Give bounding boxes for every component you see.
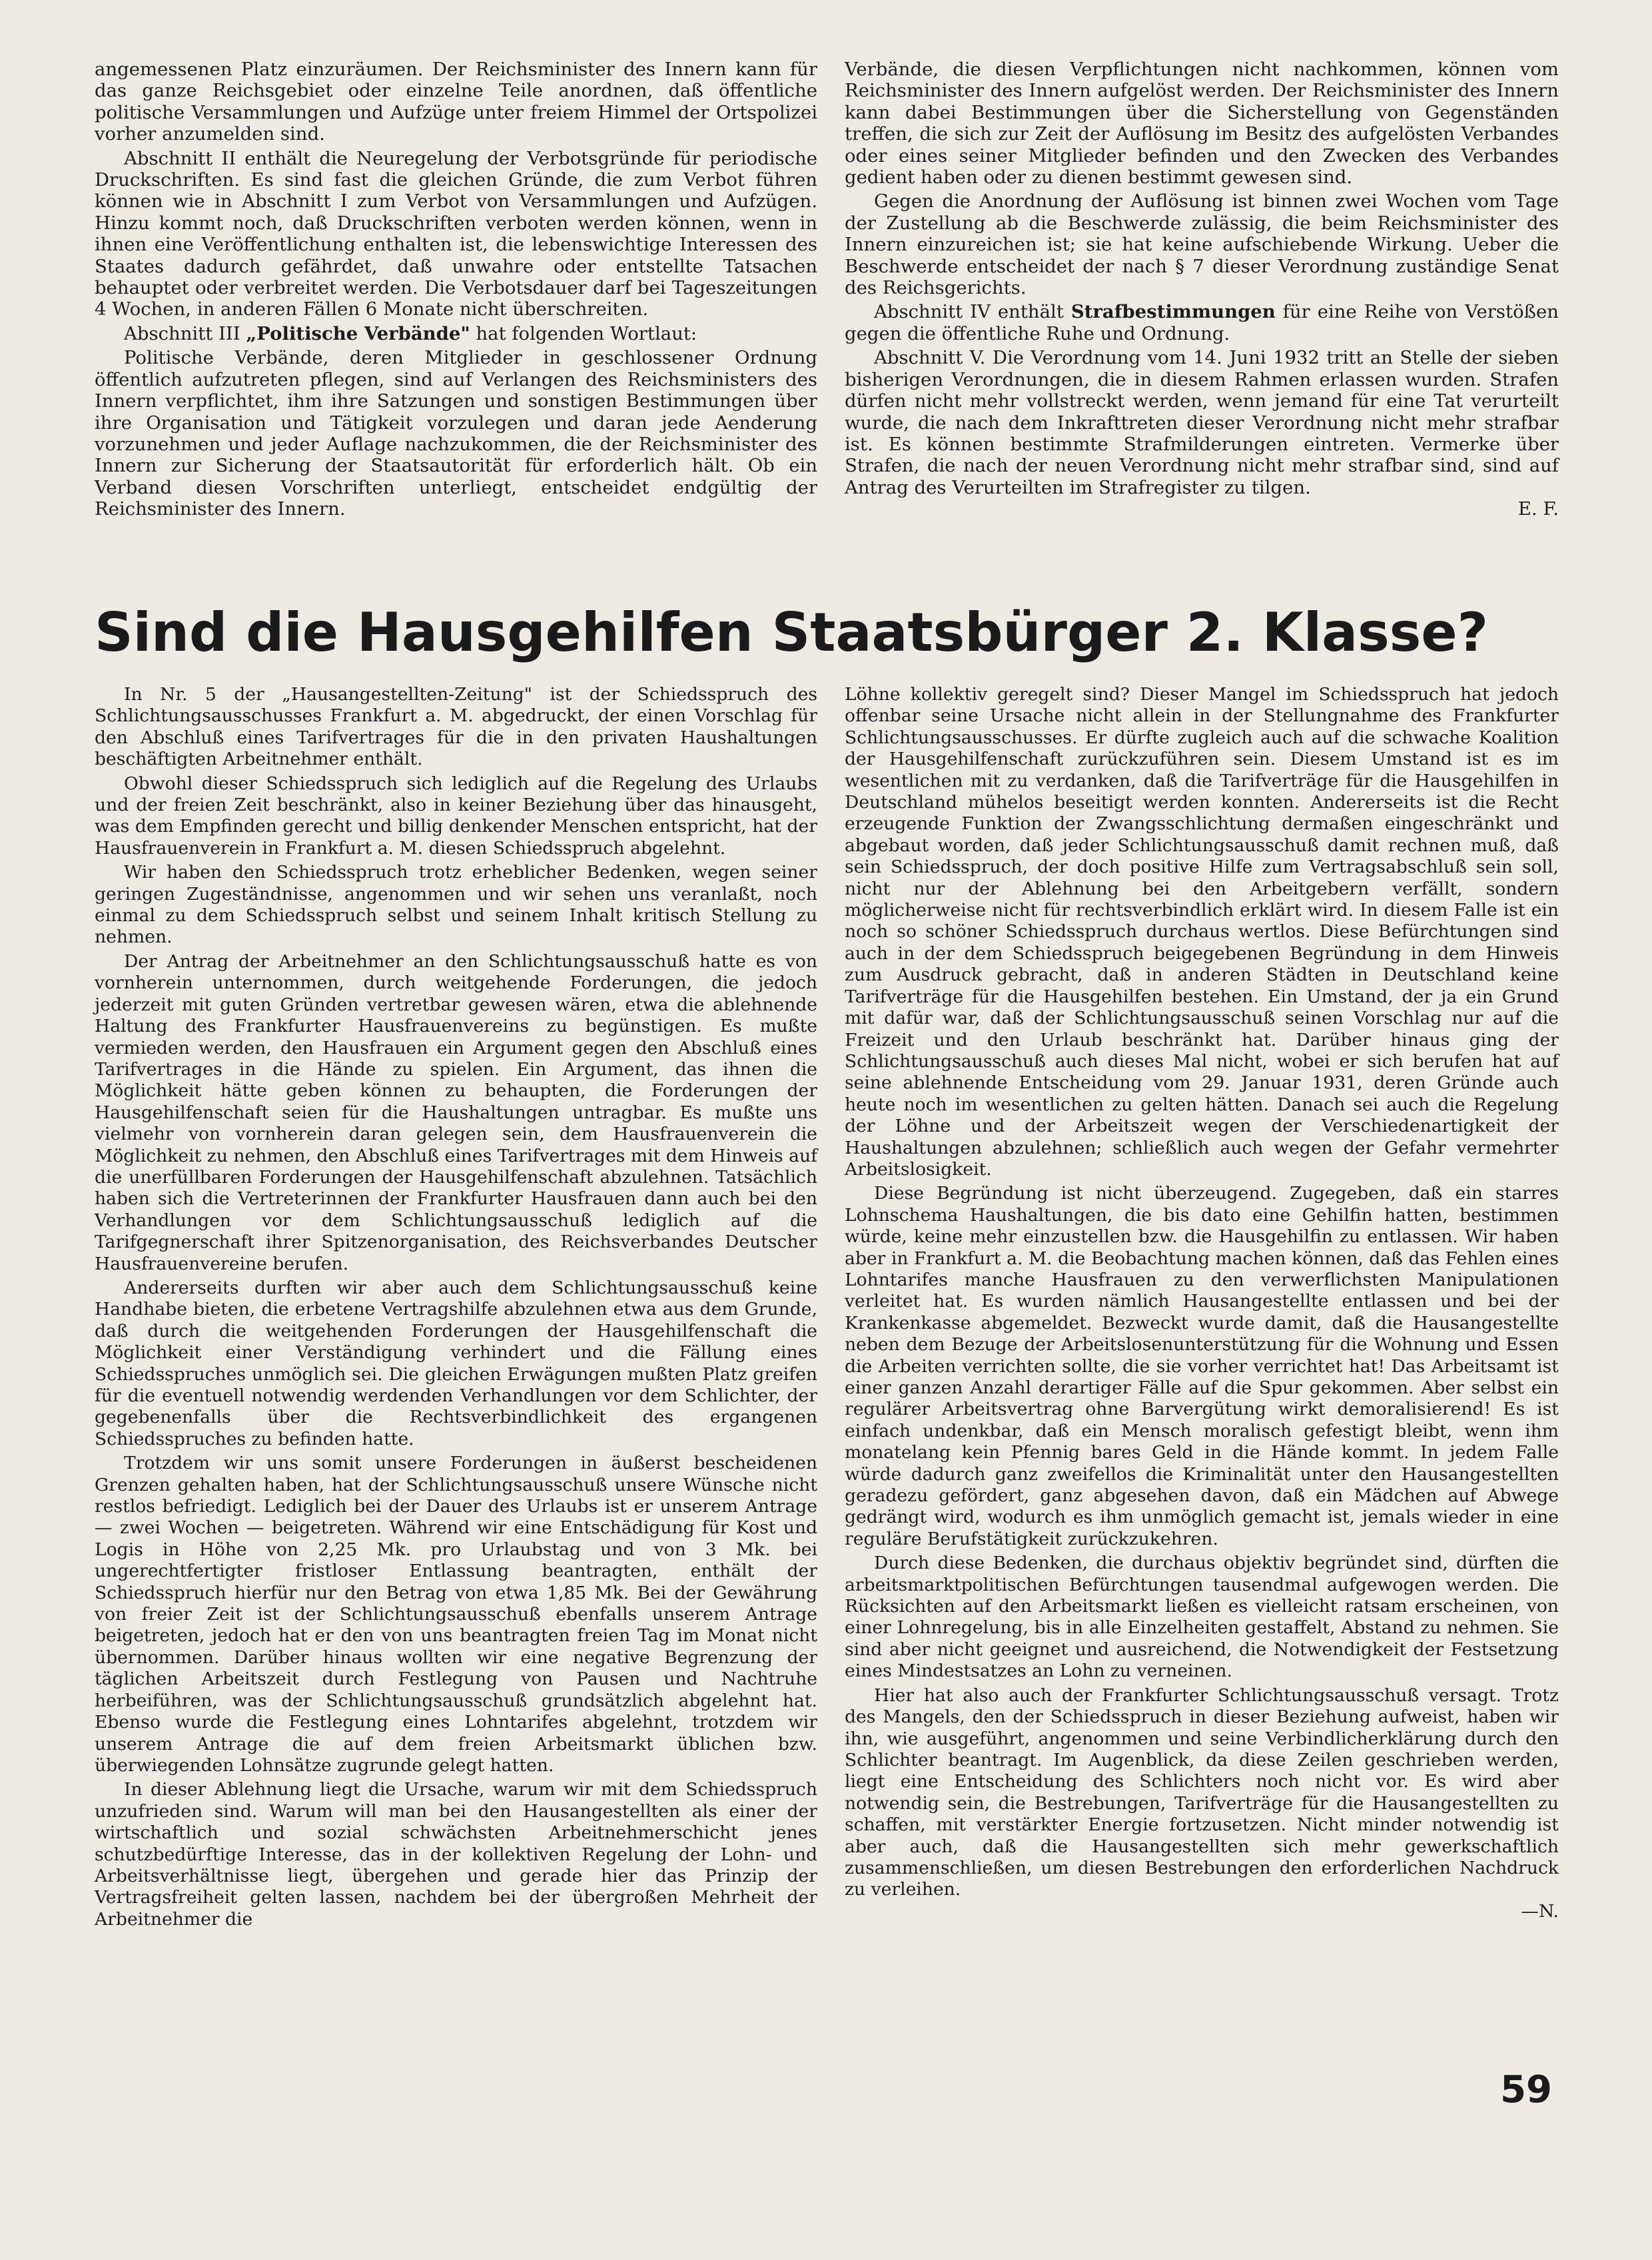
paragraph (95, 323, 817, 344)
paragraph: Löhne kollektiv geregelt sind? Dieser Mangel im Schiedsspruch hat jedoch offenbar seine Ursache nicht allein in der Stellungnahme des Frankfurter Schlichtungsausschusses. Er dürfte zugleich auch auf die schwache Koalition der Hausgehilfenschaft zurückzuführen sein. Diesem Umstand ist es im wesentlichen mit zu verdanken, daß die Tarifverträge für die Hausgehilfen in Deutschland mühelos beseitigt werden konnten. Andererseits ist die Recht erzeugende Funktion der Zwangsschlichtung dermaßen eingeschränkt und abgebaut worden, daß jeder Schlichtungsausschuß damit rechnen muß, daß sein Schiedsspruch, der doch positive Hilfe zum Vertragsabschluß sein soll, nicht nur der Ablehnung bei den Arbeitgebern verfällt, sondern möglicherweise nicht für rechtsverbindlich erklärt wird. In diesem Falle ist ein noch so schöner Schiedsspruch durchaus wertlos. Diese Befürchtungen sind auch in der dem Schiedsspruch beigegebenen Begründung in dem Hinweis zum Ausdruck gebracht, daß in anderen Städten in Deutschland keine Tarifverträge für die Hausgehilfen bestehen. Ein Umstand, der ja ein Grund mit dafür war, daß der Schlichtungsausschuß seinen Vorschlag nur auf die Freizeit und den Urlaub beschränkt hat. Darüber hinaus ging der Schlichtungsausschuß auch dieses Mal nicht, wobei er sich berufen hat auf seine ablehnende Entscheidung vom 29. Januar 1931, deren Gründe auch heute noch im wesentlichen zu gelten hätten. Danach sei auch die Regelung der Löhne und der Arbeitszeit wegen der Verschiedenartigkeit der Haushaltungen abzulehnen; schließlich auch wegen der Gefahr vermehrter Arbeitslosigkeit. (845, 684, 1559, 1180)
author-signature: —N. (1521, 1900, 1559, 1922)
top-right-column (845, 59, 1559, 523)
author-signature: E. F. (1517, 498, 1559, 520)
bottom-right-column (845, 684, 1559, 1925)
paragraph: Durch diese Bedenken, die durchaus objektiv begründet sind, dürften die arbeitsmarktpolitischen Befürchtungen tausendmal aufgewogen werden. Die Rücksichten auf den Arbeitsmarkt ließen es vielleicht ratsam erscheinen, von einer Lohnregelung, bis in alle Einzelheiten gestaffelt, Abstand zu nehmen. Sie sind aber nicht geeignet und ausreichend, die Notwendigkeit der Festsetzung eines Mindestsatzes an Lohn zu verneinen. (845, 1553, 1559, 1682)
text-span: hat folgenden Wortlaut: (476, 322, 697, 344)
paragraph: In Nr. 5 der „Hausangestellten-Zeitung" ist der Schiedsspruch des Schlichtungsausschusses Frankfurt a. M. abgedruckt, der einen Vorschlag für den Abschluß eines Tarifvertrages für die in den privaten Haushaltungen beschäftigten Arbeitnehmer enthält. (95, 684, 817, 770)
text-span: Abschnitt III (124, 322, 240, 344)
paragraph: Andererseits durften wir aber auch dem Schlichtungsausschuß keine Handhabe bieten, die erbetene Vertragshilfe abzulehnen etwa aus dem Grunde, daß durch die weitgehenden Forderungen der Hausgehilfenschaft die Möglichkeit einer Verständigung verhindert und die Fällung eines Schiedsspruches unmöglich sei. Die gleichen Erwägungen mußten Platz greifen für die eventuell notwendig werdenden Verhandlungen vor dem Schlichter, der gegebenenfalls über die Rechtsverbindlichkeit des ergangenen Schiedsspruches zu befinden hatte. (95, 1277, 817, 1449)
page-number: 59 (1500, 2068, 1552, 2111)
paragraph: Gegen die Anordnung der Auflösung ist binnen zwei Wochen vom Tage der Zustellung ab die Beschwerde zulässig, die beim Reichsminister des Innern einzureichen ist; sie hat keine aufschiebende Wirkung. Ueber die Beschwerde entscheidet der nach § 7 dieser Verordnung zuständige Senat des Reichsgerichts. (845, 190, 1559, 299)
paragraph: Obwohl dieser Schiedsspruch sich lediglich auf die Regelung des Urlaubs und der freien Zeit beschränkt, also in keiner Beziehung über das hinausgeht, was dem Empfinden gerecht und billig denkender Menschen entspricht, hat der Hausfrauenverein in Frankfurt a. M. diesen Schiedsspruch abgelehnt. (95, 773, 817, 859)
text-span: Abschnitt IV enthält (874, 301, 1064, 323)
paragraph: Trotzdem wir uns somit unsere Forderungen in äußerst bescheidenen Grenzen gehalten haben, hat der Schlichtungsausschuß unsere Wünsche nicht restlos befriedigt. Lediglich bei der Dauer des Urlaubs ist er unserem Antrage — zwei Wochen — beigetreten. Während wir eine Entschädigung für Kost und Logis in Höhe von 2,25 Mk. pro Urlaubstag und von 3 Mk. bei ungerechtfertigter fristloser Entlassung beantragten, enthält der Schiedsspruch hierfür nur den Betrag von etwa 1,85 Mk. Bei der Gewährung von freier Zeit ist der Schlichtungsausschuß ebenfalls unserem Antrage beigetreten, jedoch hat er den von uns beantragten freien Tag im Monat nicht übernommen. Darüber hinaus wollten wir eine negative Begrenzung der täglichen Arbeitszeit durch Festlegung von Pausen und Nachtruhe herbeiführen, was der Schlichtungsausschuß grundsätzlich abgelehnt hat. Ebenso wurde die Festlegung eines Lohntarifes abgelehnt, trotzdem wir unserem Antrage die auf dem freien Arbeitsmarkt üblichen bzw. überwiegenden Lohnsätze zugrunde gelegt hatten. (95, 1453, 817, 1776)
article-headline: Sind die Hausgehilfen Staatsbürger 2. Klasse? (95, 601, 1488, 663)
text-span: Abschnitt V. Die Verordnung vom 14. Juni 1932 tritt an Stelle der sieben bisherigen Verordnungen, die in diesem Rahmen erlassen wurden. Strafen dürfen nicht mehr vollstreckt werden, wenn jemand für eine Tat verurteilt wurde, die nach dem Inkrafttreten dieser Verordnung nicht mehr strafbar ist. Es können bestimmte Strafmilderungen eintreten. Vermerke über Strafen, die nach der neuen Verordnung nicht mehr strafbar sind, sind auf Antrag des Verurteilten im Strafregister zu tilgen. (845, 347, 1559, 498)
paragraph: angemessenen Platz einzuräumen. Der Reichsminister des Innern kann für das ganze Reichsgebiet oder einzelne Teile anordnen, daß öffentliche politische Versammlungen und Aufzüge unter freiem Himmel der Ortspolizei vorher anzumelden sind. (95, 59, 817, 145)
paragraph: Diese Begründung ist nicht überzeugend. Zugegeben, daß ein starres Lohnschema Haushaltungen, die bis dato eine Gehilfin hatten, bestimmen würde, keine mehr einzustellen bzw. die Hausgehilfin zu entlassen. Wir haben aber in Frankfurt a. M. die Beobachtung machen können, daß das Fehlen eines Lohntarifes manche Hausfrauen zu den verwerflichsten Manipulationen verleitet hat. Es wurden nämlich Hausangestellte entlassen und bei der Krankenkasse abgemeldet. Bezweckt wurde damit, daß die Hausangestellte neben dem Bezuge der Arbeitslosenunterstützung für die Wohnung und Essen die Arbeiten verrichten sollte, die sie vorher verrichtet hat! Das Arbeitsamt ist einer ganzen Anzahl derartiger Fälle auf die Spur gekommen. Aber selbst ein regulärer Arbeitsvertrag ohne Barvergütung wirkt demoralisierend! Es ist einfach undenkbar, daß ein Mensch moralisch gefestigt bleibt, wenn ihm monatelang kein Pfennig bares Geld in die Hände kommt. In jedem Falle würde dadurch ganz zweifellos die Kriminalität unter den Hausangestellten geradezu gefördert, ganz abgesehen davon, daß ein Mädchen auf Abwege gedrängt wird, wodurch es ihm unmöglich gemacht ist, jemals wieder in eine reguläre Berufstätigkeit zurückzukehren. (845, 1183, 1559, 1549)
bold-term: „Politische Verbände" (246, 322, 470, 344)
paragraph: In dieser Ablehnung liegt die Ursache, warum wir mit dem Schiedsspruch unzufrieden sind. Warum will man bei den Hausangestellten als einer der wirtschaftlich und sozial schwächsten Arbeitnehmerschicht jenes schutzbedürftige Interesse, das in der kollektiven Regelung der Lohn- und Arbeitsverhältnisse liegt, übergehen und gerade hier das Prinzip der Vertragsfreiheit gelten lassen, nachdem bei der übergroßen Mehrheit der Arbeitnehmer die (95, 1779, 817, 1930)
paragraph (845, 1685, 1559, 1922)
bold-term: Strafbestimmungen (1070, 301, 1276, 323)
paragraph (845, 301, 1559, 344)
paragraph: Der Antrag der Arbeitnehmer an den Schlichtungsausschuß hatte es von vornherein unternommen, durch weitgehende Forderungen, die jedoch jederzeit mit guten Gründen vertretbar gewesen wären, etwa die ablehnende Haltung des Frankfurter Hausfrauenvereins zu begünstigen. Es mußte vermieden werden, den Hausfrauen ein Argument gegen den Abschluß eines Tarifvertrages in die Hände zu spielen. Ein Argument, das ihnen die Möglichkeit hätte geben können zu behaupten, die Forderungen der Hausgehilfenschaft seien für die Haushaltungen untragbar. Es mußte uns vielmehr von vornherein daran gelegen sein, dem Hausfrauenverein die Möglichkeit zu nehmen, den Abschluß eines Tarifvertrages mit dem Hinweis auf die unerfüllbaren Forderungen der Hausgehilfenschaft abzulehnen. Tatsächlich haben sich die Vertreterinnen der Frankfurter Hausfrauen dann auch bei den Verhandlungen vor dem Schlichtungsausschuß lediglich auf die Tarifgegnerschaft ihrer Spitzenorganisation, des Reichsverbandes Deutscher Hausfrauenvereine berufen. (95, 950, 817, 1274)
paragraph: Verbände, die diesen Verpflichtungen nicht nachkommen, können vom Reichsminister des Innern aufgelöst werden. Der Reichsminister des Innern kann dabei Bestimmungen über die Sicherstellung von Gegenständen treffen, die sich zur Zeit der Auflösung im Besitz des aufgelösten Verbandes oder eines seiner Mitglieder befinden und den Zwecken des Verbandes gedient haben oder zu dienen bestimmt gewesen sind. (845, 59, 1559, 188)
paragraph: Wir haben den Schiedsspruch trotz erheblicher Bedenken, wegen seiner geringen Zugeständnisse, angenommen und wir sehen uns veranlaßt, noch einmal zu dem Schiedsspruch selbst und seinem Inhalt kritisch Stellung zu nehmen. (95, 862, 817, 948)
top-left-column (95, 59, 817, 523)
text-span: Hier hat also auch der Frankfurter Schlichtungsausschuß versagt. Trotz des Mangels, den der Schiedsspruch in dieser Beziehung aufweist, haben wir ihn, wie ausgeführt, angenommen und seine Verbindlicherklärung durch den Schlichter beantragt. Im Augenblick, da diese Zeilen geschrieben werden, liegt eine Entscheidung des Schlichters noch nicht vor. Es wird aber notwendig sein, die Bestrebungen, Tarifverträge für die Hausangestellten zu schaffen, mit verstärkter Energie fortzusetzen. Nicht minder notwendig ist aber auch, daß die Hausangestellten sich mehr gewerkschaftlich zusammenschließen, um diesen Bestrebungen den erforderlichen Nachdruck zu verleihen. (845, 1685, 1559, 1900)
paragraph (845, 347, 1559, 520)
paragraph: Politische Verbände, deren Mitglieder in geschlossener Ordnung öffentlich aufzutreten pflegen, sind auf Verlangen des Reichsministers des Innern verpflichtet, ihm ihre Satzungen und sonstigen Bestimmungen über ihre Organisation und Tätigkeit vorzulegen und daran jede Aenderung vorzunehmen und jeder Auflage nachzukommen, die der Reichsminister des Innern zur Sicherung der Staatsautorität für erforderlich hält. Ob ein Verband diesen Vorschriften unterliegt, entscheidet endgültig der Reichsminister des Innern. (95, 347, 817, 520)
paragraph: Abschnitt II enthält die Neuregelung der Verbotsgründe für periodische Druckschriften. Es sind fast die gleichen Gründe, die zum Verbot führen können wie in Abschnitt I zum Verbot von Versammlungen und Aufzügen. Hinzu kommt noch, daß Druckschriften verboten werden können, wenn in ihnen eine Veröffentlichung enthalten ist, die lebenswichtige Interessen des Staates dadurch gefährdet, daß unwahre oder entstellte Tatsachen behauptet oder verbreitet werden. Die Verbotsdauer darf bei Tageszeitungen 4 Wochen, in anderen Fällen 6 Monate nicht überschreiten. (95, 147, 817, 320)
text-span: für eine Reihe von Verstößen gegen die öffentliche Ruhe und Ordnung. (845, 301, 1559, 344)
bottom-left-column (95, 684, 817, 1933)
